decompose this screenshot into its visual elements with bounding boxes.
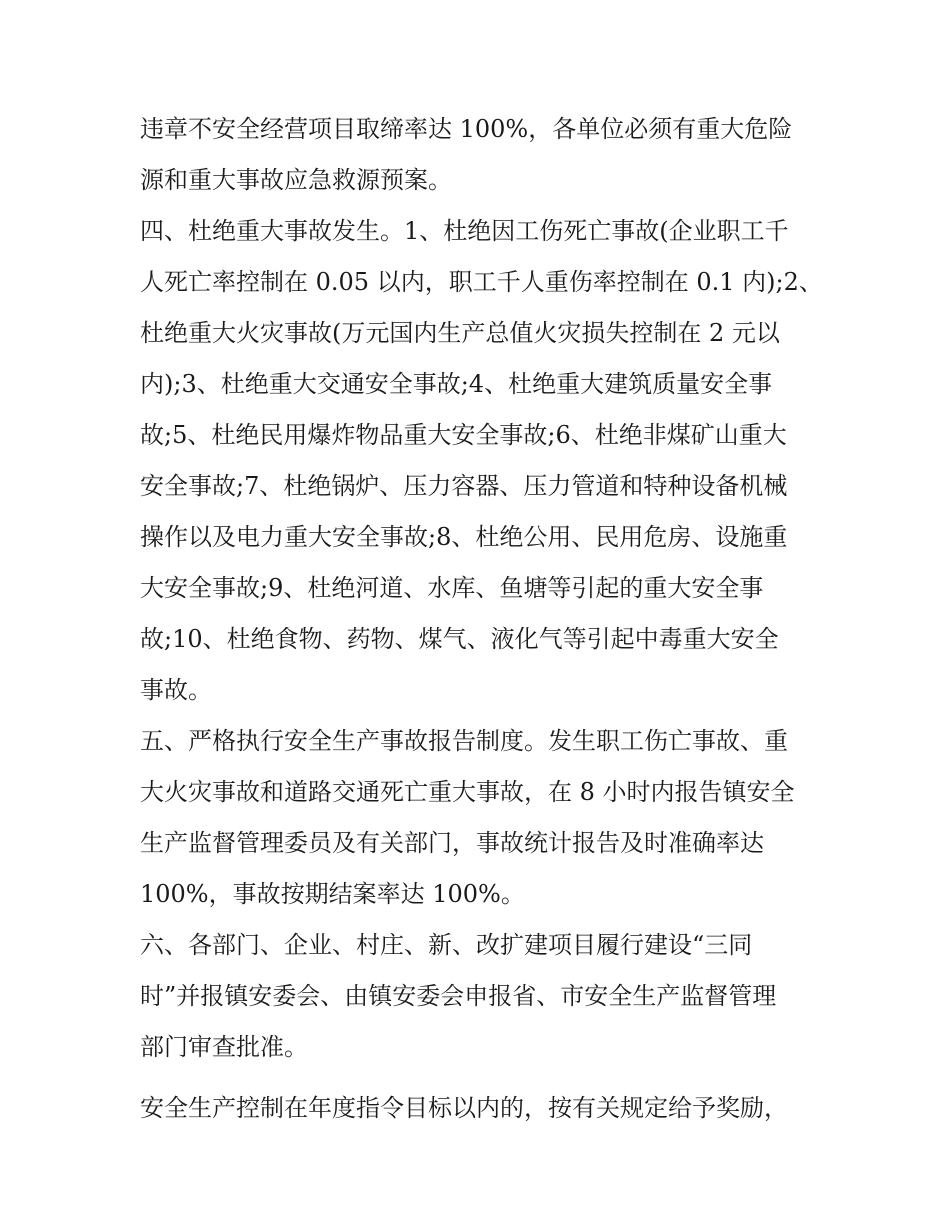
text-line: 故;10、杜绝食物、药物、煤气、液化气等引起中毒重大安全 <box>140 625 779 653</box>
text-line: 100%，事故按期结案率达 100%。 <box>140 880 525 908</box>
text-line: 安全生产控制在年度指令目标以内的，按有关规定给予奖励， <box>140 1094 788 1122</box>
text-line: 杜绝重大火灾事故(万元国内生产总值火灾损失控制在 2 元以 <box>140 319 780 347</box>
text-line: 六、各部门、企业、村庄、新、改扩建项目履行建设“三同 <box>140 931 753 959</box>
text-line: 部门审查批准。 <box>140 1033 308 1061</box>
text-line: 生产监督管理委员及有关部门，事故统计报告及时准确率达 <box>140 829 764 857</box>
text-line: 源和重大事故应急救源预案。 <box>140 166 452 194</box>
text-line: 大火灾事故和道路交通死亡重大事故，在 8 小时内报告镇安全 <box>140 778 795 806</box>
text-line: 安全事故;7、杜绝锅炉、压力容器、压力管道和特种设备机械 <box>140 472 788 500</box>
text-line: 内);3、杜绝重大交通安全事故;4、杜绝重大建筑质量安全事 <box>140 370 773 398</box>
text-line: 五、严格执行安全生产事故报告制度。发生职工伤亡事故、重 <box>140 727 788 755</box>
text-line: 事故。 <box>140 676 212 704</box>
text-line: 故;5、杜绝民用爆炸物品重大安全事故;6、杜绝非煤矿山重大 <box>140 421 787 449</box>
text-line: 时”并报镇安委会、由镇安委会申报省、市安全生产监督管理 <box>140 982 777 1010</box>
text-line: 操作以及电力重大安全事故;8、杜绝公用、民用危房、设施重 <box>140 523 788 551</box>
text-line: 大安全事故;9、杜绝河道、水库、鱼塘等引起的重大安全事 <box>140 574 764 602</box>
text-line: 四、杜绝重大事故发生。1、杜绝因工伤死亡事故(企业职工千 <box>140 217 789 245</box>
text-line: 人死亡率控制在 0.05 以内，职工千人重伤率控制在 0.1 内);2、 <box>140 268 823 296</box>
text-line: 违章不安全经营项目取缔率达 100%，各单位必须有重大危险 <box>140 115 793 143</box>
